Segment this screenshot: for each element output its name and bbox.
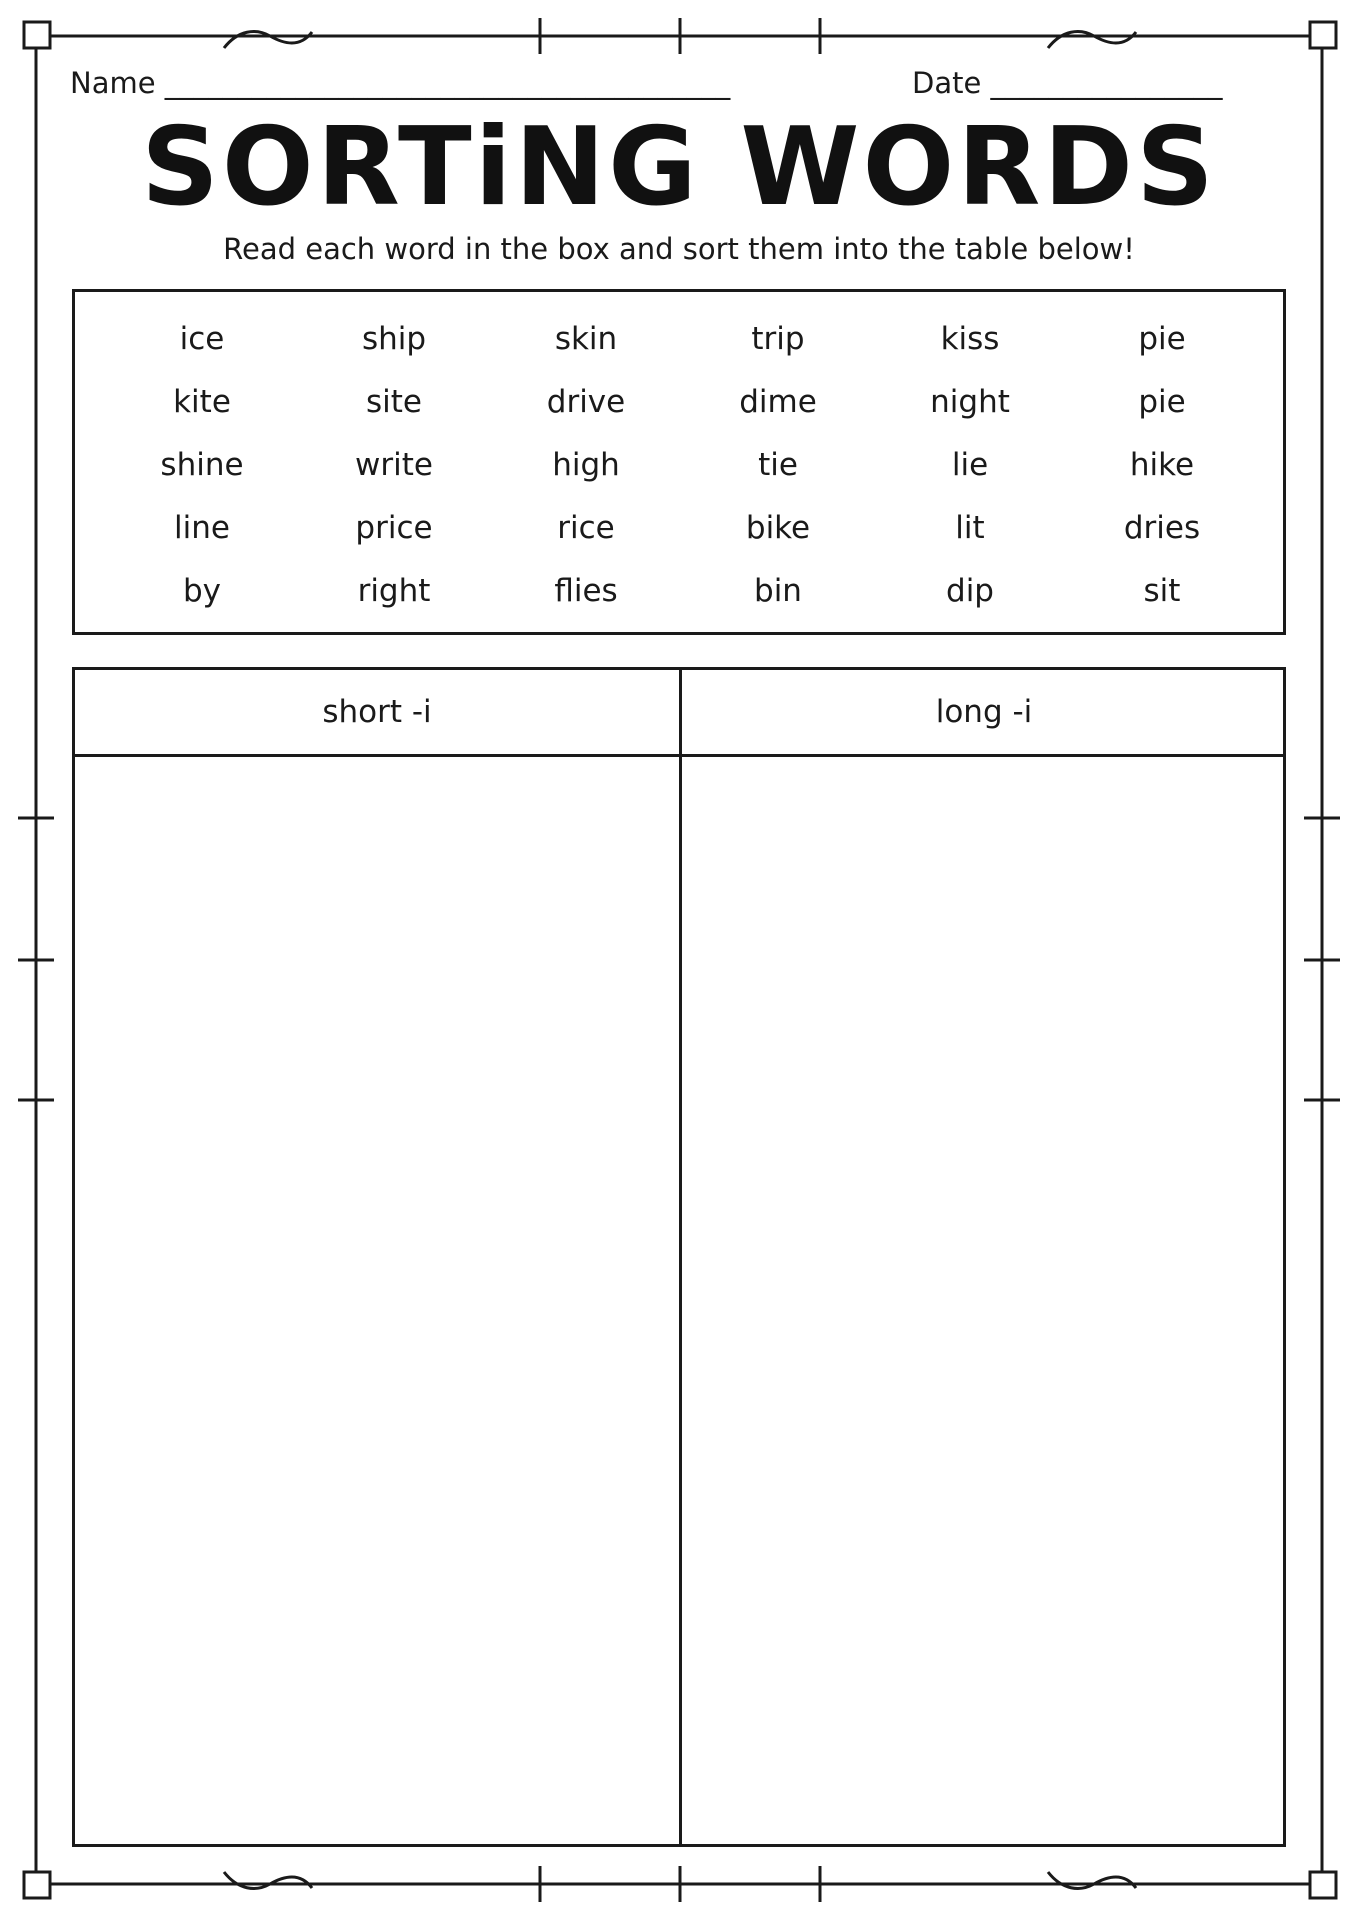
name-field[interactable]: Name _______________________________________ [70,66,731,100]
word-bank-item: dip [946,573,994,609]
word-bank-item: by [182,573,222,609]
word-bank-item: line [174,510,230,546]
column-header-long-i: long -i [935,694,1033,730]
word-grid [106,312,1258,627]
word-bank-item: drive [546,384,626,420]
word-bank [72,289,1286,635]
word-bank-item: sit [1143,573,1181,609]
word-bank-item: dime [739,384,817,420]
word-bank-item: night [930,384,1010,420]
word-bank-item: ice [179,321,225,357]
word-bank-item: bin [754,573,802,609]
word-bank-item: ship [361,321,427,357]
word-bank-item: right [357,573,431,609]
worksheet-title: SORTiNG WORDS [141,105,1217,230]
word-bank-item: kiss [940,321,1000,357]
word-bank-item: lie [951,447,989,483]
sorting-table [72,667,1286,1847]
word-bank-item: pie [1138,321,1186,357]
word-bank-item: write [355,447,433,483]
word-bank-item: kite [173,384,231,420]
date-field[interactable]: Date ________________ [912,66,1223,100]
column-header-short-i: short -i [322,694,432,730]
word-bank-item: rice [557,510,615,546]
word-bank-item: bike [745,510,811,546]
word-bank-item: tie [758,447,798,483]
word-bank-item: price [355,510,433,546]
word-bank-item: lit [955,510,985,546]
word-bank-item: high [552,447,620,483]
word-bank-item: hike [1129,447,1195,483]
word-bank-item: site [366,384,422,420]
word-bank-item: pie [1138,384,1186,420]
instructions: Read each word in the box and sort them into the table below! [223,232,1135,266]
word-bank-item: skin [554,321,618,357]
word-bank-item: dries [1123,510,1201,546]
word-bank-item: flies [554,573,618,609]
word-bank-item: trip [751,321,805,357]
table-column-divider [679,670,682,1844]
word-bank-item: shine [160,447,244,483]
